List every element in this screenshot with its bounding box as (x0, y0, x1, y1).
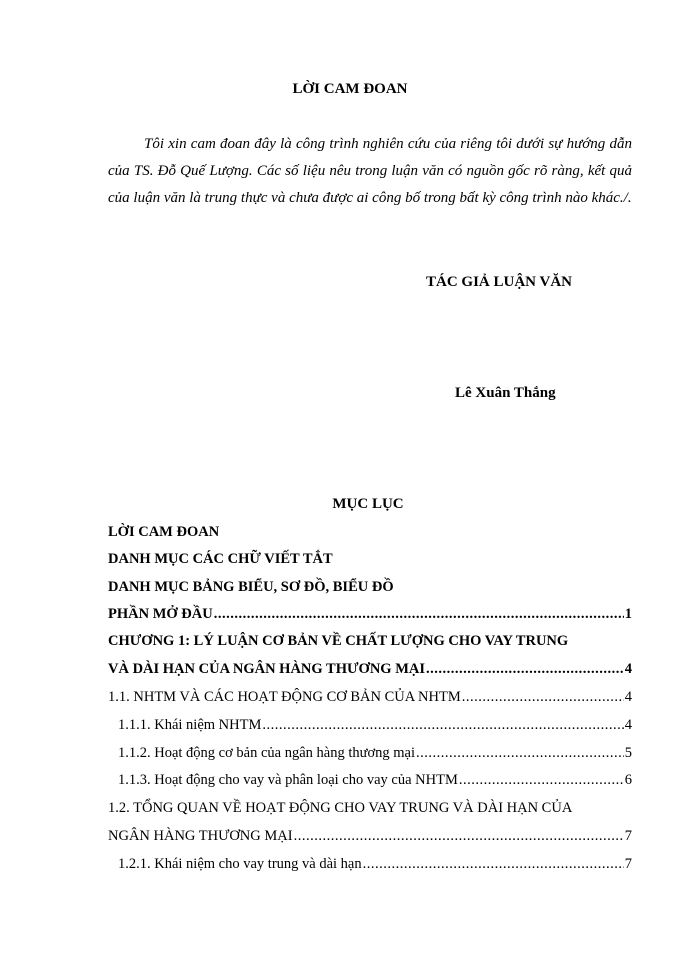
toc-item-1-2[interactable] (108, 828, 632, 845)
toc-item-1-1-2[interactable] (118, 745, 632, 762)
toc-label: VÀ DÀI HẠN CỦA NGÂN HÀNG THƯƠNG MẠI (108, 661, 425, 677)
toc-page-number: 7 (624, 856, 632, 872)
toc-item-chuong1-line1[interactable]: CHƯƠNG 1: LÝ LUẬN CƠ BẢN VỀ CHẤT LƯỢNG CHO VAY TRUNG (108, 633, 569, 649)
toc-page-number: 4 (624, 689, 632, 705)
toc-label: 1.1.2. Hoạt động cơ bản của ngân hàng thương mại (118, 745, 416, 761)
toc-page-number: 7 (624, 828, 632, 844)
declaration-paragraph: Tôi xin cam đoan đây là công trình nghiên cứu của riêng tôi dưới sự hướng dẫn của TS. Đỗ Quế Lượng. Các số liệu nêu trong luận văn có nguồn gốc rõ ràng, kết quả của luận văn là trung thực và chưa được ai công bố trong bất kỳ công trình nào khác./. (108, 136, 632, 206)
declaration-title: LỜI CAM ĐOAN (292, 81, 408, 97)
toc-leader (214, 606, 624, 623)
toc-item-chuong1[interactable] (108, 661, 632, 678)
toc-page-number: 4 (624, 717, 632, 733)
toc-leader (416, 745, 624, 762)
toc-item-1-2-1[interactable] (118, 856, 632, 873)
toc-page-number: 6 (624, 772, 632, 788)
toc-item-loi-cam-doan: LỜI CAM ĐOAN (108, 524, 220, 540)
toc-label: 1.1.3. Hoạt động cho vay và phân loại cho vay của NHTM (118, 772, 458, 788)
toc-label: 1.1. NHTM VÀ CÁC HOẠT ĐỘNG CƠ BẢN CỦA NHTM (108, 689, 461, 705)
toc-page-number: 1 (624, 606, 632, 622)
toc-leader (363, 856, 624, 873)
toc-item-phan-mo-dau[interactable] (108, 606, 632, 623)
toc-item-1-1[interactable] (108, 689, 632, 706)
toc-item-1-1-3[interactable] (118, 772, 632, 789)
toc-page-number: 5 (624, 745, 632, 761)
toc-leader (262, 717, 623, 734)
toc-item-danh-muc-bang-bieu: DANH MỤC BẢNG BIỂU, SƠ ĐỒ, BIỂU ĐỒ (108, 579, 394, 595)
author-label: TÁC GIẢ LUẬN VĂN (426, 274, 572, 290)
toc-label: NGÂN HÀNG THƯƠNG MẠI (108, 828, 293, 844)
toc-label: PHẦN MỞ ĐẦU (108, 606, 213, 622)
toc-label: 1.2.1. Khái niệm cho vay trung và dài hạn (118, 856, 362, 872)
toc-item-danh-muc-chu-viet-tat: DANH MỤC CÁC CHỮ VIẾT TẮT (108, 551, 333, 567)
toc-title: MỤC LỤC (332, 496, 404, 512)
toc-leader (459, 772, 624, 789)
toc-leader (294, 828, 624, 845)
toc-item-1-2-line1[interactable]: 1.2. TỔNG QUAN VỀ HOẠT ĐỘNG CHO VAY TRUNG VÀ DÀI HẠN CỦA (108, 800, 573, 816)
toc-page-number: 4 (624, 661, 632, 677)
author-name: Lê Xuân Thắng (455, 385, 556, 401)
toc-item-1-1-1[interactable] (118, 717, 632, 734)
toc-label: 1.1.1. Khái niệm NHTM (118, 717, 262, 733)
toc-leader (426, 661, 624, 678)
toc-leader (462, 689, 624, 706)
